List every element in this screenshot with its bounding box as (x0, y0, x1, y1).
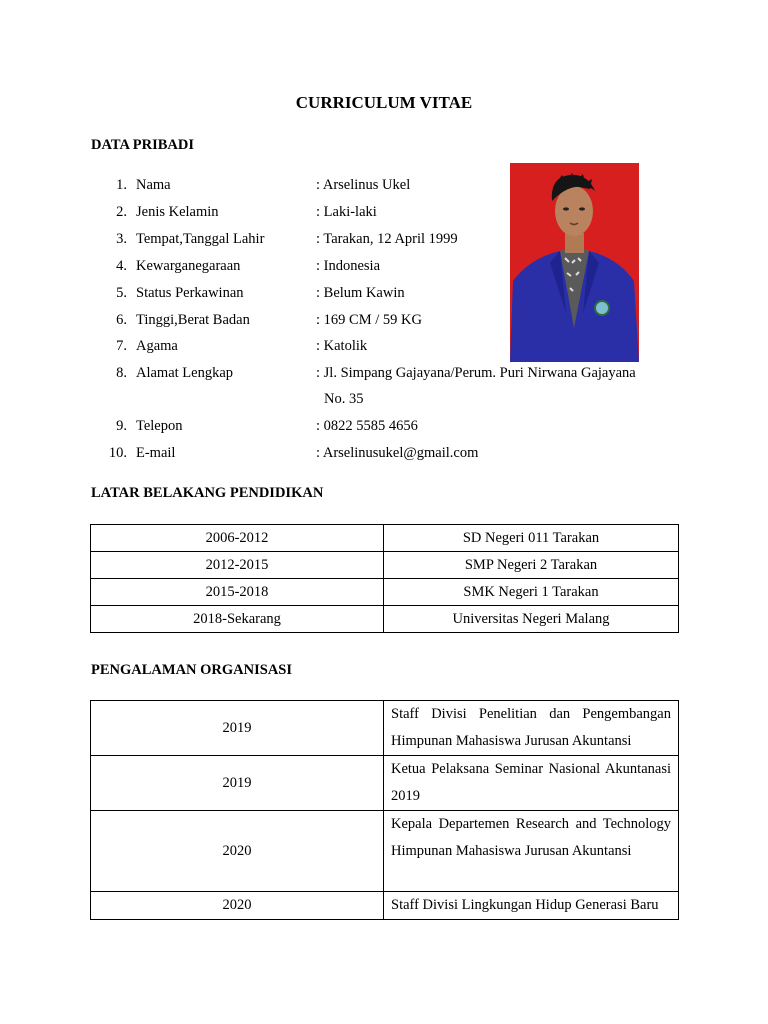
year-cell: 2019 (91, 701, 384, 756)
period-cell: 2006-2012 (91, 525, 384, 552)
item-label: Agama (136, 338, 178, 354)
item-value: : Belum Kawin (316, 285, 405, 301)
period-cell: 2018-Sekarang (91, 606, 384, 633)
item-value: : Arselinus Ukel (316, 177, 411, 193)
role-cell: Staff Divisi Penelitian dan Pengembangan Himpunan Mahasiswa Jurusan Akuntansi (384, 701, 679, 756)
item-value: : Laki-laki (316, 204, 377, 220)
item-label: Kewarganegaraan (136, 258, 241, 274)
table-row (91, 552, 679, 579)
table-row (91, 701, 679, 756)
table-row (91, 811, 679, 892)
profile-photo (510, 163, 639, 362)
item-label: Jenis Kelamin (136, 204, 219, 220)
table-row (91, 756, 679, 811)
item-label: Tinggi,Berat Badan (136, 312, 250, 328)
item-label: Nama (136, 177, 171, 193)
person-portrait-image (510, 163, 639, 362)
personal-data-heading: DATA PRIBADI (91, 137, 194, 153)
education-heading: LATAR BELAKANG PENDIDIKAN (91, 485, 324, 501)
school-cell: SD Negeri 011 Tarakan (384, 525, 679, 552)
page-title: CURRICULUM VITAE (295, 93, 473, 112)
period-cell: 2012-2015 (91, 552, 384, 579)
year-cell: 2020 (91, 892, 384, 920)
period-cell: 2015-2018 (91, 579, 384, 606)
item-label: E-mail (136, 445, 176, 461)
item-number: 5. (116, 285, 127, 301)
item-number: 2. (116, 204, 127, 220)
school-cell: SMK Negeri 1 Tarakan (384, 579, 679, 606)
item-number: 3. (116, 231, 127, 247)
education-table (90, 524, 679, 633)
item-number: 10. (108, 445, 127, 461)
item-value: : Jl. Simpang Gajayana/Perum. Puri Nirwana Gajayana (316, 365, 636, 381)
table-row (91, 525, 679, 552)
item-number: 8. (116, 365, 127, 381)
item-label: Tempat,Tanggal Lahir (136, 231, 265, 247)
school-cell: Universitas Negeri Malang (384, 606, 679, 633)
role-cell: Staff Divisi Lingkungan Hidup Generasi Baru (384, 892, 679, 920)
item-number: 9. (116, 418, 127, 434)
item-number: 6. (116, 312, 127, 328)
item-label: Alamat Lengkap (136, 365, 234, 381)
item-value-continued: No. 35 (324, 391, 364, 407)
role-cell: Ketua Pelaksana Seminar Nasional Akuntanasi 2019 (384, 756, 679, 811)
table-row (91, 892, 679, 920)
year-cell: 2019 (91, 756, 384, 811)
item-number: 4. (116, 258, 127, 274)
table-row (91, 606, 679, 633)
item-number: 7. (116, 338, 127, 354)
item-label: Status Perkawinan (136, 285, 244, 301)
item-number: 1. (116, 177, 127, 193)
table-row (91, 579, 679, 606)
role-cell: Kepala Departemen Research and Technology Himpunan Mahasiswa Jurusan Akuntansi (384, 811, 679, 892)
item-value: : 169 CM / 59 KG (316, 312, 422, 328)
item-value: : Tarakan, 12 April 1999 (316, 231, 458, 247)
organization-table (90, 700, 679, 920)
item-value: : Katolik (316, 338, 368, 354)
item-label: Telepon (136, 418, 183, 434)
organization-heading: PENGALAMAN ORGANISASI (91, 662, 293, 678)
school-cell: SMP Negeri 2 Tarakan (384, 552, 679, 579)
year-cell: 2020 (91, 811, 384, 892)
item-value: : 0822 5585 4656 (316, 418, 418, 434)
item-value: : Indonesia (316, 258, 381, 274)
item-value: : Arselinusukel@gmail.com (316, 445, 479, 461)
